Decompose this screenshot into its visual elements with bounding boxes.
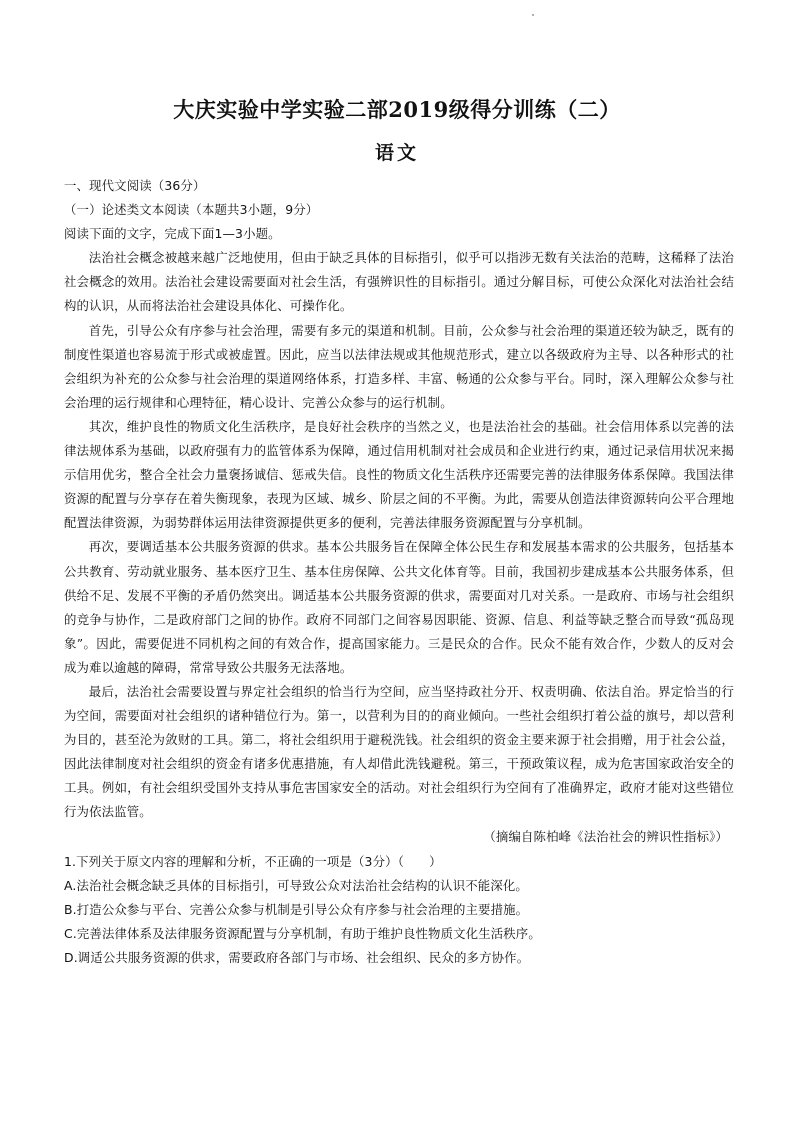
passage-paragraph-4: 再次，要调适基本公共服务资源的供求。基本公共服务旨在保障全体公民生存和发展基本需求的公共服务，包括基本公共教育、劳动就业服务、基本医疗卫生、基本住房保障、公共文化体育等。目前，我国初步建成基本公共服务体系，但供给不足、发展不平衡的矛盾仍然突出。调适基本公共服务资源的供求，需要面对几对关系。一是政府、市场与社会组织的竞争与协作，二是政府部门之间的协作。政府不同部门之间容易因职能、资源、信息、利益等缺乏整合而导致“孤岛现象”。因此，需要促进不同机构之间的有效合作，提高国家能力。三是民众的合作。民众不能有效合作，少数人的反对会成为难以逾越的障碍，常常导致公共服务无法落地。 bbox=[64, 539, 734, 675]
passage-paragraph-3: 其次，维护良性的物质文化生活秩序，是良好社会秩序的当然之义，也是法治社会的基础。社会信用体系以完善的法律法规体系为基础，以政府强有力的监管体系为保障，通过信用机制对社会成员和企业进行约束，通过记录信用状况来揭示信用优劣，整合全社会力量褒扬诚信、惩戒失信。良性的物质文化生活秩序还需要完善的法律服务体系保障。我国法律资源的配置与分享存在着失衡现象，表现为区域、城乡、阶层之间的不平衡。为此，需要从创造法律资源转向公平合理地配置法律资源，为弱势群体运用法律资源提供更多的便利，完善法律服务资源配置与分享机制。 bbox=[64, 418, 734, 531]
passage-paragraph-2: 首先，引导公众有序参与社会治理，需要有多元的渠道和机制。目前，公众参与社会治理的渠道还较为缺乏，既有的制度性渠道也容易流于形式或被虚置。因此，应当以法律法规或其他规范形式，建立以各级政府为主导、以各种形式的社会组织为补充的公众参与社会治理的渠道网络体系，打造多样、丰富、畅通的公众参与平台。同时，深入理解公众参与社会治理的运行规律和心理特征，精心设计、完善公众参与的运行机制。 bbox=[64, 322, 734, 410]
question-1-option-a: A.法治社会概念缺乏具体的目标指引，可导致公众对法治社会结构的认识不能深化。 bbox=[64, 877, 528, 893]
subsection-heading: （一）论述类文本阅读（本题共3小题，9分） bbox=[64, 202, 319, 218]
section-heading: 一、现代文阅读（36分） bbox=[64, 178, 206, 193]
passage-paragraph-5: 最后，法治社会需要设置与界定社会组织的恰当行为空间，应当坚持政社分开、权责明确、依法自治。界定恰当的行为空间，需要面对社会组织的诸种错位行为。第一，以营利为目的的商业倾向。一些社会组织打着公益的旗号，却以营利为目的，甚至沦为敛财的工具。第二，将社会组织用于避税洗钱。社会组织的资金主要来源于社会捐赠，用于社会公益，因此法律制度对社会组织的资金有诸多优惠措施，有人却借此洗钱避税。第三，干预政策议程，成为危害国家政治安全的工具。例如，有社会组织受国外支持从事危害国家安全的活动。对社会组织行为空间有了准确界定，政府才能对这些错位行为依法监管。 bbox=[64, 683, 734, 820]
question-1-stem: 1.下列关于原文内容的理解和分析，不正确的一项是（3分）（ ） bbox=[64, 853, 442, 869]
question-1-option-c: C.完善法律体系及法律服务资源配置与分享机制，有助于维护良性物质文化生活秩序。 bbox=[64, 925, 541, 941]
exam-title: 大庆实验中学实验二部2019级得分训练（二） bbox=[173, 97, 621, 122]
reading-instruction: 阅读下面的文字，完成下面1—3小题。 bbox=[64, 226, 281, 242]
question-1-option-b: B.打造公众参与平台、完善公众参与机制是引导公众有序参与社会治理的主要措施。 bbox=[64, 901, 529, 917]
exam-content bbox=[64, 174, 734, 970]
scan-speck bbox=[532, 14, 534, 16]
passage-paragraph-1: 法治社会概念被越来越广泛地使用，但由于缺乏具体的目标指引，似乎可以指涉无数有关法治的范畴，这稀释了法治社会概念的效用。法治社会建设需要面对社会生活，有强辨识性的目标指引。通过分解目标，可使公众深化对法治社会结构的认识，从而将法治社会建设具体化、可操作化。 bbox=[64, 250, 734, 314]
subject-title: 语文 bbox=[374, 142, 419, 164]
question-1-option-d: D.调适公共服务资源的供求，需要政府各部门与市场、社会组织、民众的多方协作。 bbox=[64, 950, 530, 965]
passage-source: （摘编自陈柏峰《法治社会的辨识性指标》） bbox=[483, 828, 728, 844]
